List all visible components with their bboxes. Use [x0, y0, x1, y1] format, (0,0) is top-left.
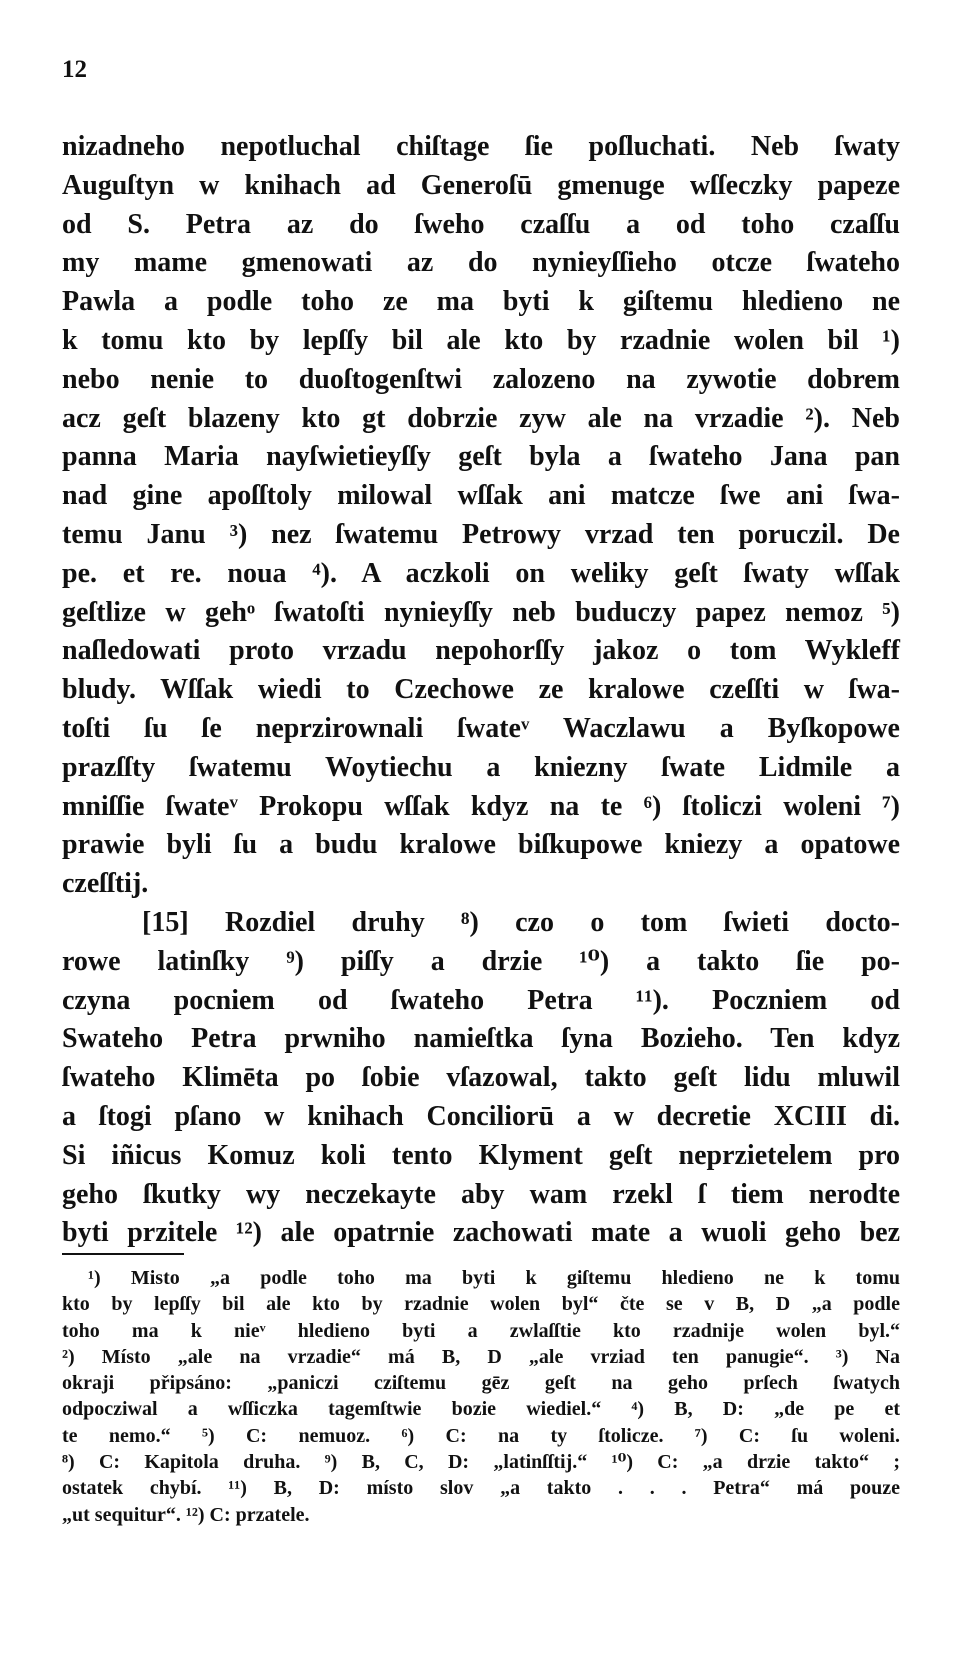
footnote-line: te nemo.“ ⁵) C: nemuoz. ⁶) C: na ty ſtolicze. ⁷) C: ſu woleni.: [62, 1424, 900, 1447]
text-line: my mame gmenowati az do nynieyſſieho otcze ſwateho: [62, 247, 900, 279]
page-number: 12: [62, 56, 87, 83]
footnote-line: kto by lepſſy bil ale kto by rzadnie wolen byl“ čte se v B, D „a podle: [62, 1293, 900, 1316]
text-line: prawie byli ſu a budu kralowe biſkupowe kniezy a opatowe: [62, 829, 900, 861]
footnotes: [62, 1265, 900, 1528]
section-heading-line: rowe latinſky ⁹) piſſy a drzie ¹⁰) a takto ſie po-: [62, 945, 900, 977]
footnote-divider: [62, 1253, 184, 1255]
footnote-line: ostatek chybí. ¹¹) B, D: místo slov „a takto . . . Petra“ má pouze: [62, 1477, 900, 1500]
text-line: Swateho Petra prwniho namieſtka ſyna Bozieho. Ten kdyz: [62, 1023, 900, 1055]
text-line: prazſſty ſwatemu Woytiechu a kniezny ſwate Lidmile a: [62, 751, 900, 783]
text-line: od S. Petra az do ſweho czaſſu a od toho czaſſu: [62, 208, 900, 240]
text-line: ſwateho Klimēta po ſobie vſazowal, takto geſt lidu mluwil: [62, 1062, 900, 1094]
footnote-line: „ut sequitur“. ¹²) C: przatele.: [62, 1503, 310, 1526]
text-line: Auguſtyn w knihach ad Generoſū gmenuge wſſeczky papeze: [62, 169, 900, 201]
text-line: mniſſie ſwateᵛ Prokopu wſſak kdyz na te ⁶) ſtoliczi woleni ⁷): [62, 790, 900, 822]
footnote-line: ¹) Misto „a podle toho ma byti k giſtemu hledieno ne k tomu: [88, 1267, 900, 1289]
text-line: temu Janu ³) nez ſwatemu Petrowy vrzad ten poruczil. De: [62, 518, 900, 550]
text-line: Si iñicus Komuz koli tento Klyment geſt neprzietelem pro: [62, 1139, 900, 1171]
text-line: pe. et re. noua ⁴). A aczkoli on weliky geſt ſwaty wſſak: [62, 557, 900, 589]
section-heading-line: [15] Rozdiel druhy ⁸) czo o tom ſwieti docto-: [142, 906, 900, 938]
footnote-line: toho ma k nieᵛ hledieno byti a zwlaſſtie kto rzadnije wolen byl.“: [62, 1319, 900, 1342]
text-line: geho ſkutky wy neczekayte aby wam rzekl ſ tiem nerodte: [62, 1178, 900, 1210]
text-line: Pawla a podle toho ze ma byti k giſtemu hledieno ne: [62, 286, 900, 318]
footnote-line: ²) Místo „ale na vrzadie“ má B, D „ale vrziad ten panugie“. ³) Na: [62, 1345, 900, 1368]
text-line: nad gine apoſſtoly milowal wſſak ani matcze ſwe ani ſwa-: [62, 480, 900, 512]
text-line: czeſſtij.: [62, 868, 149, 900]
text-line: nebo nenie to duoſtogenſtwi zalozeno na zywotie dobrem: [62, 363, 900, 395]
text-line: bludy. Wſſak wiedi to Czechowe ze kralowe czeſſti w ſwa-: [62, 674, 900, 706]
footnote-line: odpocziwal a wſſiczka tagemſtwie bozie wiediel.“ ⁴) B, D: „de pe et: [62, 1398, 900, 1421]
text-line: geſtlize w gehᵒ ſwatoſti nynieyſſy neb buduczy papez nemoz ⁵): [62, 596, 900, 628]
footnote-line: okraji připsáno: „paniczi cziſtemu gēz geſt na geho prſech ſwatych: [62, 1372, 900, 1395]
section-heading-line: czyna pocniem od ſwateho Petra ¹¹). Poczniem od: [62, 984, 900, 1016]
text-line: panna Maria nayſwietieyſſy geſt byla a ſwateho Jana pan: [62, 441, 900, 473]
text-line: toſti ſu ſe neprzirownali ſwateᵛ Waczlawu a Byſkopowe: [62, 712, 900, 744]
text-line: a ſtogi pſano w knihach Conciliorū a w decretie XCIII di.: [62, 1100, 900, 1132]
text-line: k tomu kto by lepſſy bil ale kto by rzadnie wolen bil ¹): [62, 324, 900, 356]
text-line: byti przitele ¹²) ale opatrnie zachowati mate a wuoli geho bez: [62, 1217, 900, 1249]
text-line: acz geſt blazeny kto gt dobrzie zyw ale na vrzadie ²). Neb: [62, 402, 900, 434]
footnote-line: ⁸) C: Kapitola druha. ⁹) B, C, D: „latinſſtij.“ ¹⁰) C: „a drzie takto“ ;: [62, 1451, 900, 1474]
body-text: [62, 128, 900, 1253]
text-line: nizadneho nepotluchal chiſtage ſie poſluchati. Neb ſwaty: [62, 131, 900, 162]
text-line: naſledowati proto vrzadu nepohorſſy jakoz o tom Wykleff: [62, 635, 900, 667]
